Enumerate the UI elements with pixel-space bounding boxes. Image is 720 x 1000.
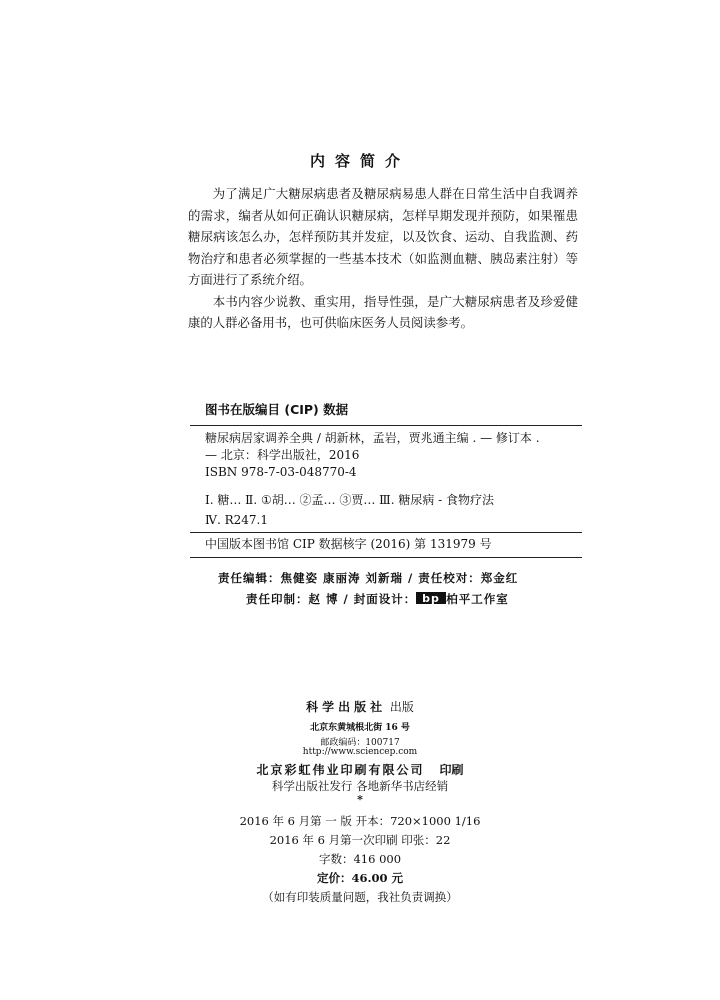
cip-line-title: 糖尿病居家调养全典 / 胡新林，孟岩，贾兆通主编 . — 修订本 .: [205, 431, 540, 445]
bp-logo-icon: [416, 590, 446, 606]
publisher-line: [0, 698, 720, 715]
separator-star: *: [357, 793, 363, 806]
cip-line-record-number: 中国版本图书馆 CIP 数据核字 (2016) 第 131979 号: [205, 537, 492, 551]
quality-note: （如有印装质量问题，我社负责调换）: [262, 890, 458, 904]
credits-editors: 责任编辑：焦健姿 康丽涛 刘新瑞 / 责任校对：郑金红: [218, 571, 519, 585]
cip-bottom-rule: [190, 557, 582, 558]
intro-title: 内容简介: [309, 152, 410, 170]
credits-studio: 柏平工作室: [446, 592, 509, 606]
edition-line: 2016 年 6 月第 一 版 开本：720×1000 1/16: [239, 814, 481, 828]
distribution-line: 科学出版社发行 各地新华书店经销: [271, 779, 449, 793]
printer-line: [0, 759, 720, 778]
credits-production: [246, 590, 509, 607]
cip-middle-rule: [190, 532, 582, 533]
publisher-suffix: 出版: [389, 700, 414, 714]
credits-production-text: 责任印制：赵 博 / 封面设计：: [246, 592, 417, 606]
intro-paragraph-1: 为了满足广大糖尿病患者及糖尿病易患人群在日常生活中自我调养的需求，编者从如何正确认识糖尿病，怎样早期发现并预防，如果罹患糖尿病该怎么办，怎样预防其并发症，以及饮食、运动、自我监测、药物治疗和患者必须掌握的一些基本技术（如监测血糖、胰岛素注射）等方面进行了系统介绍。: [188, 186, 578, 287]
publisher-website: http://www.sciencep.com: [302, 747, 418, 757]
cip-heading: 图书在版编目 (CIP) 数据: [205, 402, 349, 417]
cip-top-rule: [190, 425, 582, 426]
cip-line-isbn: ISBN 978-7-03-048770-4: [205, 465, 357, 479]
publisher-address: 北京东黄城根北街 16 号: [310, 723, 410, 733]
intro-text: [188, 183, 578, 334]
cip-line-classification: Ⅳ. R247.1: [205, 513, 269, 527]
publisher-name: 科学出版社: [306, 700, 387, 714]
publisher-postcode: 邮政编码：100717: [320, 738, 400, 748]
word-count-line: 字数：416 000: [318, 852, 402, 866]
printer-name: 北京彩虹伟业印刷有限公司: [256, 763, 425, 777]
intro-paragraph-2: 本书内容少说教、重实用，指导性强，是广大糖尿病患者及珍爱健康的人群必备用书，也可供临床医务人员阅读参考。: [188, 293, 578, 330]
cip-line-subjects: Ⅰ. 糖… Ⅱ. ①胡… ②孟… ③贾… Ⅲ. 糖尿病 - 食物疗法: [205, 493, 495, 507]
printing-line: 2016 年 6 月第一次印刷 印张：22: [269, 833, 451, 847]
price-line: 定价：46.00 元: [316, 871, 403, 885]
bp-logo-text: bp: [422, 592, 441, 605]
printer-suffix: 印刷: [439, 763, 464, 777]
cip-line-place: — 北京：科学出版社，2016: [205, 448, 360, 462]
